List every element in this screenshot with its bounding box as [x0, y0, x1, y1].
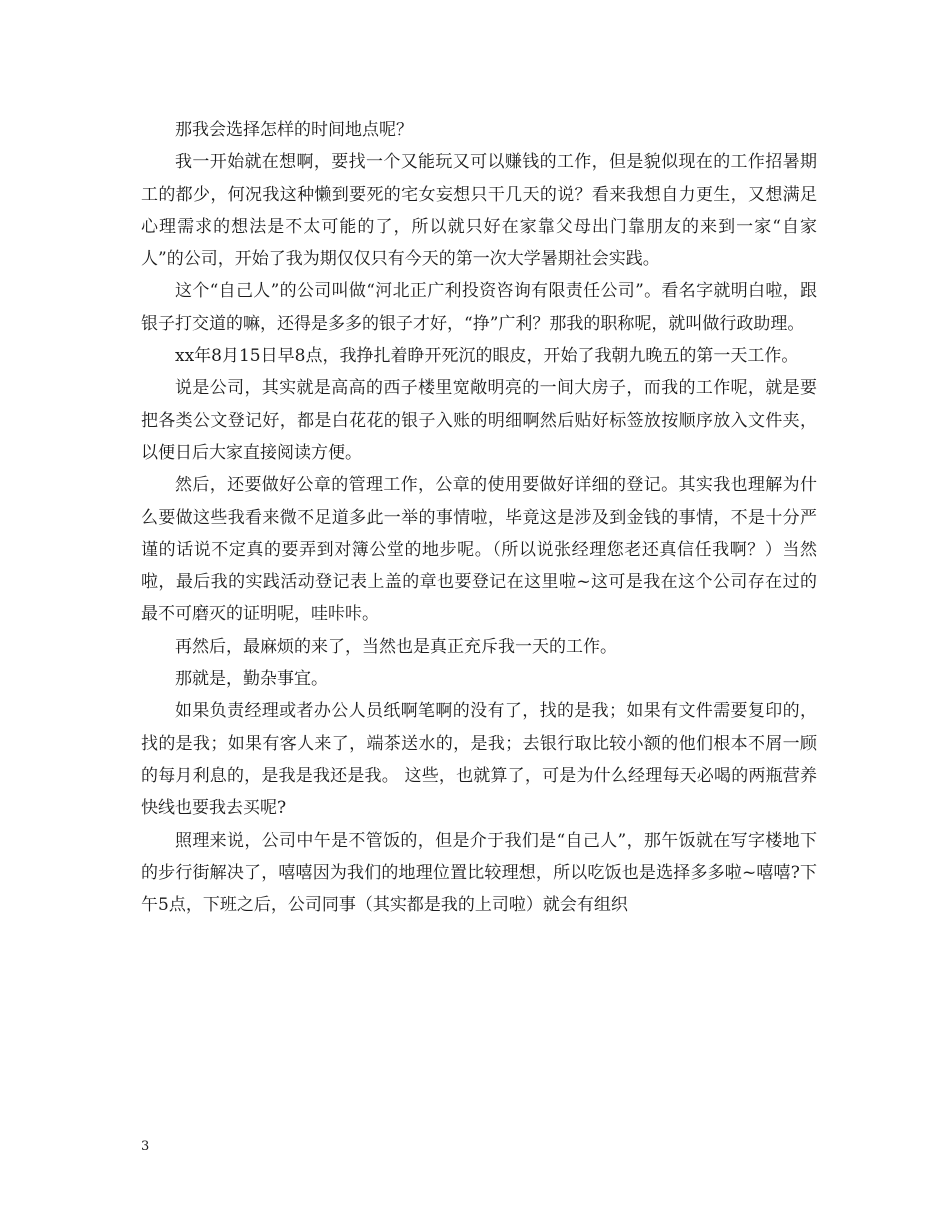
paragraph: 再然后，最麻烦的来了，当然也是真正充斥我一天的工作。: [175, 636, 617, 657]
paragraph: 照理来说，公司中午是不管饭的，但是介于我们是“自己人”，那午饭就在写字楼地下的步行街解决了，嘻嘻因为我们的地理位置比较理想，所以吃饭也是选择多多啦~嘻嘻?下午5点，下班之后，公司同事（其实都是我的上司啦）就会有组织: [141, 830, 817, 916]
paragraph: 那我会选择怎样的时间地点呢？: [175, 120, 413, 140]
paragraph: 如果负责经理或者办公人员纸啊笔啊的没有了，找的是我；如果有文件需要复印的，找的是我；如果有客人来了，端茶送水的，是我；去银行取比较小额的他们根本不屑一顾的每月利息的，是我是我还是我。 这些，也就算了，可是为什么经理每天必喝的两瓶营养快线也要我去买呢?: [141, 701, 817, 819]
page-number: 3: [141, 1139, 150, 1154]
paragraph: 我一开始就在想啊，要找一个又能玩又可以赚钱的工作，但是貌似现在的工作招暑期工的都少，何况我这种懒到要死的宅女妄想只干几天的说？看来我想自力更生，又想满足心理需求的想法是不太可能的了，所以就只好在家靠父母出门靠朋友的来到一家“自家人”的公司，开始了我为期仅仅只有今天的第一次大学暑期社会实践。: [141, 152, 817, 270]
paragraph: 说是公司，其实就是高高的西子楼里宽敞明亮的一间大房子，而我的工作呢，就是要把各类公文登记好，都是白花花的银子入账的明细啊然后贴好标签放按顺序放入文件夹，以便日后大家直接阅读方便。: [141, 378, 817, 463]
paragraph: 那就是，勤杂事宜。: [175, 669, 328, 690]
paragraph: xx年8月15日早8点，我挣扎着睁开死沉的眼皮，开始了我朝九晚五的第一天工作。: [175, 346, 799, 367]
paragraph: 然后，还要做好公章的管理工作，公章的使用要做好详细的登记。其实我也理解为什么要做这些我看来微不足道多此一举的事情啦，毕竟这是涉及到金钱的事情，不是十分严谨的话说不定真的要弄到对簿公堂的地步呢。（所以说张经理您老还真信任我啊？）当然啦，最后我的实践活动登记表上盖的章也要登记在这里啦~这可是我在这个公司存在过的最不可磨灭的证明呢，哇咔咔。: [141, 475, 817, 625]
paragraph: 这个“自己人”的公司叫做“河北正广利投资咨询有限责任公司”。看名字就明白啦，跟银子打交道的嘛，还得是多多的银子才好，“挣”广利？那我的职称呢，就叫做行政助理。: [141, 281, 817, 334]
document-body: [141, 114, 817, 921]
